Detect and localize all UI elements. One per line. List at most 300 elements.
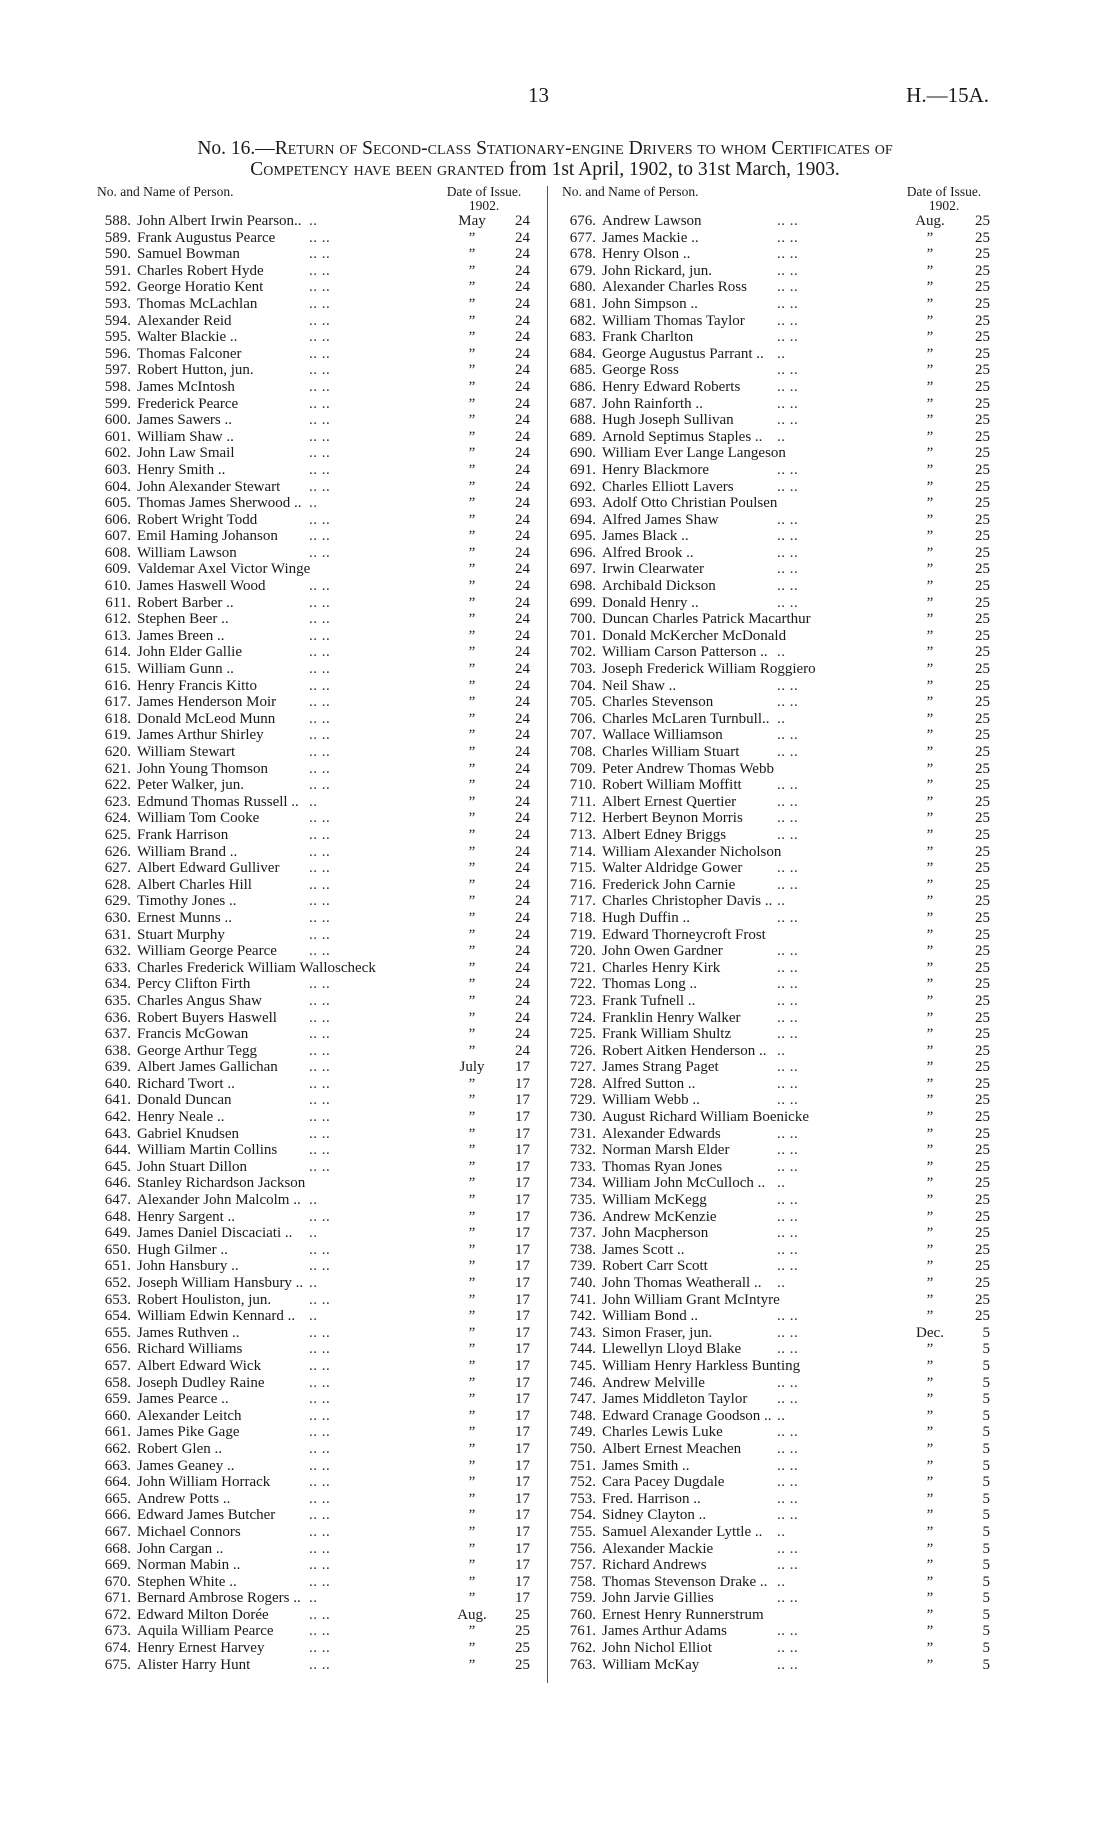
issue-day: 24 bbox=[515, 860, 530, 877]
issue-month: ” bbox=[468, 1374, 476, 1391]
person-name: Frank William Shultz bbox=[602, 1026, 732, 1043]
person-name: Bernard Ambrose Rogers .. bbox=[137, 1590, 301, 1607]
person-name: Hugh Duffin .. bbox=[602, 909, 691, 926]
issue-month: ” bbox=[926, 1341, 934, 1358]
entry-number: 749. bbox=[569, 1424, 596, 1441]
leader-dots: .. .. bbox=[777, 694, 799, 711]
issue-month: ” bbox=[926, 893, 934, 910]
person-name: John Rainforth .. bbox=[602, 395, 703, 412]
issue-day: 24 bbox=[515, 528, 530, 545]
entry-number: 716. bbox=[569, 876, 596, 893]
issue-month: ” bbox=[468, 710, 476, 727]
list-item bbox=[562, 1358, 992, 1375]
list-item bbox=[562, 810, 992, 827]
entry-number: 715. bbox=[569, 860, 596, 877]
issue-month: ” bbox=[468, 528, 476, 545]
issue-month: ” bbox=[926, 594, 934, 611]
person-name: Stephen Beer .. bbox=[137, 611, 229, 628]
list-item bbox=[562, 1441, 992, 1458]
leader-dots: .. .. bbox=[777, 362, 799, 379]
leader-dots: .. bbox=[309, 1308, 318, 1325]
person-name: Michael Connors bbox=[137, 1523, 241, 1540]
leader-dots: .. .. bbox=[777, 1374, 799, 1391]
list-item bbox=[562, 1258, 992, 1275]
leader-dots: .. .. bbox=[309, 295, 331, 312]
leader-dots: .. bbox=[777, 1042, 786, 1059]
entry-number: 645. bbox=[104, 1158, 131, 1175]
list-item bbox=[562, 1524, 992, 1541]
list-item bbox=[97, 1275, 532, 1292]
person-name: Stuart Murphy bbox=[137, 926, 225, 943]
leader-dots: .. .. bbox=[309, 1341, 331, 1358]
list-item bbox=[97, 1026, 532, 1043]
entry-number: 705. bbox=[569, 694, 596, 711]
issue-day: 24 bbox=[515, 710, 530, 727]
person-name: Cara Pacey Dugdale bbox=[602, 1474, 725, 1491]
list-item bbox=[562, 1458, 992, 1475]
issue-day: 5 bbox=[982, 1656, 990, 1673]
issue-month: ” bbox=[926, 1474, 934, 1491]
list-item bbox=[562, 1242, 992, 1259]
issue-day: 24 bbox=[515, 295, 530, 312]
issue-month: ” bbox=[926, 843, 934, 860]
issue-month: ” bbox=[468, 1341, 476, 1358]
issue-month: ” bbox=[926, 1275, 934, 1291]
leader-dots: .. .. bbox=[309, 810, 331, 827]
leader-dots: .. .. bbox=[309, 362, 331, 379]
entry-number: 630. bbox=[104, 909, 131, 926]
issue-month: ” bbox=[468, 777, 476, 794]
issue-month: ” bbox=[926, 1606, 934, 1623]
list-item bbox=[97, 1623, 532, 1640]
leader-dots: .. bbox=[777, 1573, 786, 1590]
entry-number: 696. bbox=[569, 544, 596, 561]
person-name: Norman Mabin .. bbox=[137, 1557, 241, 1574]
entry-number: 756. bbox=[569, 1540, 596, 1557]
issue-month: ” bbox=[926, 1308, 934, 1325]
issue-day: 25 bbox=[975, 1258, 990, 1275]
issue-day: 25 bbox=[975, 594, 990, 611]
issue-day: 25 bbox=[975, 345, 990, 362]
entry-number: 629. bbox=[104, 893, 131, 910]
entry-number: 624. bbox=[104, 810, 131, 827]
entry-number: 677. bbox=[569, 229, 596, 246]
issue-day: 5 bbox=[982, 1324, 990, 1341]
issue-month: ” bbox=[468, 511, 476, 528]
person-name: Albert Edward Wick bbox=[137, 1357, 262, 1374]
issue-month: ” bbox=[926, 1208, 934, 1225]
leader-dots: .. .. bbox=[777, 329, 799, 346]
person-name: Simon Fraser, jun. bbox=[602, 1324, 713, 1341]
issue-day: 17 bbox=[515, 1241, 530, 1258]
issue-month: ” bbox=[468, 1523, 476, 1540]
right-entries-list bbox=[562, 213, 992, 1673]
entry-number: 667. bbox=[104, 1523, 131, 1540]
issue-day: 24 bbox=[515, 893, 530, 910]
issue-day: 25 bbox=[975, 694, 990, 711]
entry-number: 640. bbox=[104, 1075, 131, 1092]
leader-dots: .. .. bbox=[309, 428, 331, 445]
issue-month: ” bbox=[468, 1241, 476, 1258]
issue-day: 24 bbox=[515, 378, 530, 395]
issue-month: ” bbox=[468, 1075, 476, 1092]
issue-day: 24 bbox=[515, 511, 530, 528]
issue-month: ” bbox=[926, 744, 934, 760]
person-name: Samuel Alexander Lyttle .. bbox=[602, 1523, 763, 1540]
issue-month: ” bbox=[926, 561, 934, 578]
list-item bbox=[97, 827, 532, 844]
issue-day: 25 bbox=[975, 378, 990, 395]
leader-dots: .. .. bbox=[777, 1075, 799, 1092]
issue-day: 17 bbox=[515, 1308, 530, 1325]
issue-month: ” bbox=[468, 295, 476, 312]
issue-day: 24 bbox=[515, 843, 530, 860]
list-item bbox=[97, 860, 532, 877]
list-item bbox=[97, 1507, 532, 1524]
entry-number: 678. bbox=[569, 246, 596, 263]
issue-month: ” bbox=[926, 1507, 934, 1524]
header-date-label: Date of Issue. bbox=[906, 184, 982, 199]
person-name: Sidney Clayton .. bbox=[602, 1507, 707, 1524]
issue-month: ” bbox=[468, 1092, 476, 1109]
issue-month: May bbox=[458, 213, 486, 229]
list-item bbox=[562, 512, 992, 529]
entry-number: 728. bbox=[569, 1075, 596, 1092]
person-name: Walter Blackie .. bbox=[137, 329, 238, 346]
issue-day: 25 bbox=[975, 1009, 990, 1026]
person-name: Ernest Munns .. bbox=[137, 909, 232, 926]
list-item bbox=[97, 1159, 532, 1176]
issue-month: ” bbox=[468, 1175, 476, 1192]
issue-day: 25 bbox=[975, 213, 990, 229]
issue-month: ” bbox=[926, 694, 934, 711]
person-name: Donald McLeod Munn bbox=[137, 710, 276, 727]
issue-month: ” bbox=[926, 760, 934, 777]
issue-month: ” bbox=[468, 926, 476, 943]
person-name: John Law Smail bbox=[137, 445, 235, 462]
entry-number: 621. bbox=[104, 760, 131, 777]
person-name: Fred. Harrison .. bbox=[602, 1490, 701, 1507]
person-name: Thomas James Sherwood .. bbox=[137, 495, 302, 512]
person-name: Peter Andrew Thomas Webb bbox=[602, 760, 774, 777]
issue-day: 17 bbox=[515, 1341, 530, 1358]
person-name: Robert Aitken Henderson .. bbox=[602, 1042, 767, 1059]
person-name: Alfred Sutton .. bbox=[602, 1075, 696, 1092]
person-name: George Augustus Parrant .. bbox=[602, 345, 764, 362]
issue-month: ” bbox=[468, 544, 476, 561]
issue-month: ” bbox=[926, 578, 934, 595]
person-name: Charles Henry Kirk bbox=[602, 959, 721, 976]
issue-day: 5 bbox=[982, 1474, 990, 1491]
issue-day: 5 bbox=[982, 1623, 990, 1640]
issue-day: 24 bbox=[515, 876, 530, 893]
issue-day: 17 bbox=[515, 1557, 530, 1574]
entry-number: 588. bbox=[104, 213, 131, 229]
list-item bbox=[562, 1175, 992, 1192]
issue-day: 24 bbox=[515, 478, 530, 495]
issue-month: ” bbox=[926, 412, 934, 429]
leader-dots: .. .. bbox=[309, 943, 331, 960]
page-title bbox=[100, 138, 990, 180]
issue-day: 24 bbox=[515, 926, 530, 943]
issue-month: ” bbox=[926, 1590, 934, 1607]
leader-dots: .. .. bbox=[777, 810, 799, 827]
leader-dots: .. .. bbox=[309, 1158, 331, 1175]
issue-day: 17 bbox=[515, 1109, 530, 1126]
entry-number: 709. bbox=[569, 760, 596, 777]
issue-day: 5 bbox=[982, 1523, 990, 1540]
issue-day: 24 bbox=[515, 1042, 530, 1059]
issue-day: 25 bbox=[975, 1308, 990, 1325]
entry-number: 757. bbox=[569, 1557, 596, 1574]
issue-month: ” bbox=[926, 1424, 934, 1441]
person-name: William Alexander Nicholson bbox=[602, 843, 782, 860]
issue-month: ” bbox=[926, 677, 934, 694]
person-name: James McIntosh bbox=[137, 378, 235, 395]
issue-day: 25 bbox=[975, 1241, 990, 1258]
issue-day: 24 bbox=[515, 445, 530, 462]
leader-dots: .. .. bbox=[777, 1059, 799, 1076]
person-name: Herbert Beynon Morris bbox=[602, 810, 743, 827]
leader-dots: .. .. bbox=[309, 461, 331, 478]
entry-number: 607. bbox=[104, 528, 131, 545]
entry-number: 651. bbox=[104, 1258, 131, 1275]
issue-day: 25 bbox=[975, 295, 990, 312]
entry-number: 717. bbox=[569, 893, 596, 910]
person-name: James Black .. bbox=[602, 528, 689, 545]
issue-month: ” bbox=[468, 627, 476, 644]
leader-dots: .. .. bbox=[309, 395, 331, 412]
leader-dots: .. .. bbox=[777, 959, 799, 976]
issue-day: 17 bbox=[515, 1357, 530, 1374]
issue-day: 25 bbox=[975, 943, 990, 960]
issue-month: ” bbox=[926, 511, 934, 528]
leader-dots: .. bbox=[777, 428, 786, 445]
list-item bbox=[562, 263, 992, 280]
issue-day: 17 bbox=[515, 1474, 530, 1491]
list-item bbox=[562, 1590, 992, 1607]
person-name: Edward Milton Dorée bbox=[137, 1606, 269, 1623]
list-item bbox=[562, 1142, 992, 1159]
person-name: Peter Walker, jun. bbox=[137, 777, 245, 794]
person-name: Neil Shaw .. bbox=[602, 677, 677, 694]
issue-month: ” bbox=[468, 395, 476, 412]
person-name: Thomas Ryan Jones bbox=[602, 1158, 723, 1175]
issue-day: 25 bbox=[515, 1640, 530, 1657]
issue-day: 24 bbox=[515, 976, 530, 993]
leader-dots: .. .. bbox=[309, 876, 331, 893]
issue-month: ” bbox=[926, 644, 934, 661]
entry-number: 641. bbox=[104, 1092, 131, 1109]
issue-day: 25 bbox=[975, 992, 990, 1009]
leader-dots: .. .. bbox=[309, 760, 331, 777]
issue-month: ” bbox=[926, 1225, 934, 1242]
list-item bbox=[562, 479, 992, 496]
issue-month: ” bbox=[468, 909, 476, 926]
issue-month: ” bbox=[468, 1357, 476, 1374]
leader-dots: .. bbox=[777, 1407, 786, 1424]
list-item bbox=[562, 628, 992, 645]
list-item bbox=[562, 1607, 992, 1624]
entry-number: 698. bbox=[569, 578, 596, 595]
leader-dots: .. .. bbox=[777, 777, 799, 794]
person-name: Joseph Dudley Raine bbox=[137, 1374, 265, 1391]
leader-dots: .. bbox=[777, 1175, 786, 1192]
person-name: Stephen White .. bbox=[137, 1573, 237, 1590]
leader-dots: .. .. bbox=[777, 793, 799, 810]
issue-month: ” bbox=[926, 1125, 934, 1142]
list-item bbox=[97, 545, 532, 562]
person-name: William Brand .. bbox=[137, 843, 238, 860]
list-item bbox=[562, 1623, 992, 1640]
issue-month: ” bbox=[926, 1026, 934, 1043]
issue-day: 25 bbox=[975, 1059, 990, 1076]
column-divider bbox=[547, 186, 548, 1683]
person-name: Albert Edney Briggs bbox=[602, 826, 727, 843]
issue-month: ” bbox=[926, 1158, 934, 1175]
issue-day: 25 bbox=[975, 329, 990, 346]
issue-month: ” bbox=[468, 1109, 476, 1126]
leader-dots: .. .. bbox=[309, 1009, 331, 1026]
list-item bbox=[97, 1491, 532, 1508]
person-name: Robert Hutton, jun. bbox=[137, 362, 254, 379]
list-item bbox=[97, 1292, 532, 1309]
issue-month: ” bbox=[926, 246, 934, 263]
person-name: John Alexander Stewart bbox=[137, 478, 281, 495]
entry-number: 657. bbox=[104, 1357, 131, 1374]
leader-dots: .. .. bbox=[309, 412, 331, 429]
list-item bbox=[97, 1059, 532, 1076]
entry-number: 708. bbox=[569, 744, 596, 760]
issue-month: ” bbox=[926, 295, 934, 312]
issue-month: ” bbox=[468, 229, 476, 246]
document-reference: H.—15A. bbox=[906, 83, 989, 107]
entry-number: 730. bbox=[569, 1109, 596, 1126]
entry-number: 710. bbox=[569, 777, 596, 794]
person-name: Thomas Stevenson Drake .. bbox=[602, 1573, 768, 1590]
person-name: Frederick John Carnie bbox=[602, 876, 736, 893]
entry-number: 697. bbox=[569, 561, 596, 578]
entry-number: 599. bbox=[104, 395, 131, 412]
issue-day: 25 bbox=[975, 1026, 990, 1043]
list-item bbox=[97, 1458, 532, 1475]
leader-dots: .. .. bbox=[309, 528, 331, 545]
leader-dots: .. .. bbox=[777, 1540, 799, 1557]
entry-number: 663. bbox=[104, 1457, 131, 1474]
list-item bbox=[97, 1541, 532, 1558]
list-item bbox=[562, 611, 992, 628]
person-name: William Gunn .. bbox=[137, 661, 234, 678]
person-name: Joseph William Hansbury .. bbox=[137, 1275, 304, 1291]
list-item bbox=[97, 1126, 532, 1143]
issue-month: ” bbox=[926, 1407, 934, 1424]
list-item bbox=[97, 1109, 532, 1126]
issue-day: 25 bbox=[975, 909, 990, 926]
entry-number: 726. bbox=[569, 1042, 596, 1059]
issue-day: 17 bbox=[515, 1275, 530, 1291]
person-name: Alexander Leitch bbox=[137, 1407, 242, 1424]
entry-number: 738. bbox=[569, 1241, 596, 1258]
leader-dots: .. .. bbox=[777, 1192, 799, 1209]
issue-month: ” bbox=[926, 445, 934, 462]
right-column-header bbox=[562, 183, 992, 213]
list-item bbox=[562, 279, 992, 296]
entry-number: 659. bbox=[104, 1391, 131, 1408]
issue-day: 24 bbox=[515, 395, 530, 412]
leader-dots: .. .. bbox=[777, 528, 799, 545]
leader-dots: .. .. bbox=[309, 843, 331, 860]
issue-month: ” bbox=[468, 1324, 476, 1341]
list-item bbox=[97, 744, 532, 761]
issue-month: ” bbox=[468, 860, 476, 877]
list-item bbox=[97, 429, 532, 446]
leader-dots: .. .. bbox=[309, 1557, 331, 1574]
entry-number: 674. bbox=[104, 1640, 131, 1657]
issue-month: ” bbox=[468, 495, 476, 512]
person-name: William Webb .. bbox=[602, 1092, 700, 1109]
list-item bbox=[97, 1574, 532, 1591]
leader-dots: .. .. bbox=[309, 1241, 331, 1258]
entry-number: 718. bbox=[569, 909, 596, 926]
issue-month: ” bbox=[926, 611, 934, 628]
person-name: Wallace Williamson bbox=[602, 727, 723, 744]
list-item bbox=[97, 678, 532, 695]
entry-number: 742. bbox=[569, 1308, 596, 1325]
leader-dots: .. .. bbox=[777, 246, 799, 263]
leader-dots: .. .. bbox=[777, 1208, 799, 1225]
list-item bbox=[562, 313, 992, 330]
issue-day: 24 bbox=[515, 727, 530, 744]
issue-day: 5 bbox=[982, 1424, 990, 1441]
person-name: Stanley Richardson Jackson bbox=[137, 1175, 306, 1192]
issue-day: 24 bbox=[515, 611, 530, 628]
entry-number: 617. bbox=[104, 694, 131, 711]
person-name: Richard Twort .. bbox=[137, 1075, 235, 1092]
issue-month: ” bbox=[926, 428, 934, 445]
person-name: Joseph Frederick William Roggiero bbox=[602, 661, 816, 678]
leader-dots: .. .. bbox=[777, 1457, 799, 1474]
person-name: Robert Barber .. bbox=[137, 594, 234, 611]
issue-day: 24 bbox=[515, 677, 530, 694]
leader-dots: .. bbox=[777, 345, 786, 362]
issue-day: 25 bbox=[975, 528, 990, 545]
issue-day: 24 bbox=[515, 1009, 530, 1026]
person-name: Charles William Stuart bbox=[602, 744, 740, 760]
person-name: James Pearce .. bbox=[137, 1391, 229, 1408]
issue-month: ” bbox=[926, 1075, 934, 1092]
leader-dots: .. .. bbox=[777, 826, 799, 843]
list-item bbox=[97, 1557, 532, 1574]
issue-month: ” bbox=[468, 1225, 476, 1242]
leader-dots: .. .. bbox=[777, 378, 799, 395]
issue-month: ” bbox=[926, 1175, 934, 1192]
issue-month: ” bbox=[468, 992, 476, 1009]
person-name: James Haswell Wood bbox=[137, 578, 266, 595]
entry-number: 740. bbox=[569, 1275, 596, 1291]
person-name: Henry Neale .. bbox=[137, 1109, 225, 1126]
issue-day: 25 bbox=[975, 279, 990, 296]
issue-month: ” bbox=[926, 495, 934, 512]
person-name: Frank Charlton bbox=[602, 329, 694, 346]
list-item bbox=[562, 578, 992, 595]
issue-day: 17 bbox=[515, 1324, 530, 1341]
list-item bbox=[562, 1059, 992, 1076]
person-name: Henry Olson .. bbox=[602, 246, 691, 263]
issue-month: ” bbox=[468, 677, 476, 694]
leader-dots: .. .. bbox=[777, 992, 799, 1009]
entry-number: 713. bbox=[569, 826, 596, 843]
person-name: Percy Clifton Firth bbox=[137, 976, 251, 993]
